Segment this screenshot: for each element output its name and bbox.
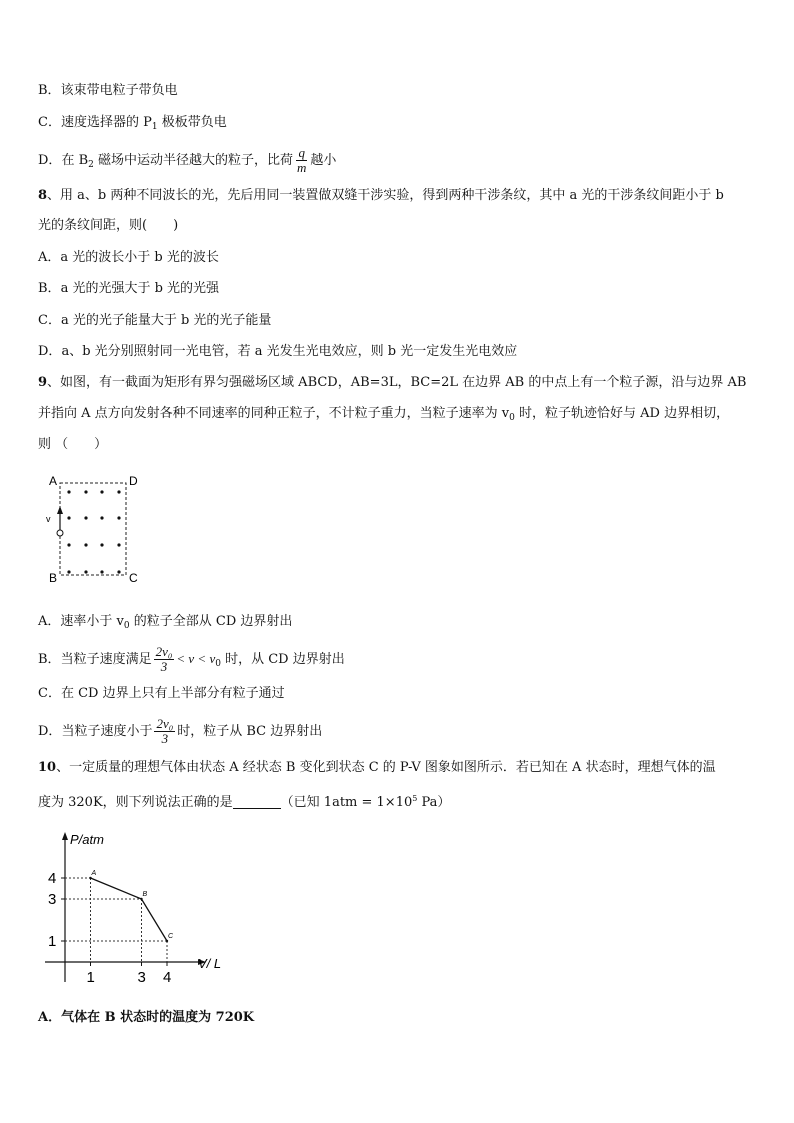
question-number: 8 xyxy=(38,188,48,203)
label-B: B xyxy=(49,571,58,585)
label-v: v xyxy=(46,514,51,524)
label-A: A xyxy=(49,474,58,488)
q10-stem-line1: 10、一定质量的理想气体由状态 A 经状态 B 变化到状态 C 的 P-V 图象如图所示．若已知在 A 状态时，理想气体的温 xyxy=(38,760,716,775)
q7-option-b: B．该束带电粒子带负电 xyxy=(38,83,178,98)
x-tick-label-4: 4 xyxy=(163,969,172,986)
q9-option-a: A．速率小于 $v_0$ 的粒子全部从 CD 边界射出 xyxy=(38,614,293,631)
q8-option-a: A．a 光的波长小于 b 光的波长 xyxy=(38,250,219,265)
point-C xyxy=(166,940,168,942)
q9-option-b: B．当粒子速度满足 $\frac{\text{2v₀}}{3}$ < $v < v_0$ 时，从 CD 边界射出 xyxy=(38,644,345,674)
point-A xyxy=(89,877,91,879)
question-number: 10 xyxy=(38,760,57,775)
y-tick-label-1: 1 xyxy=(48,933,57,950)
point-label-B: B xyxy=(142,891,148,898)
field-dots xyxy=(67,490,120,573)
y-axis-label: P/atm xyxy=(70,832,104,847)
q7-option-c: C．速度选择器的 $P_1$ 极板带负电 xyxy=(38,115,227,132)
x-tick-label-1: 1 xyxy=(86,969,95,986)
y-tick-label-3: 3 xyxy=(48,891,57,908)
velocity-fraction: $\frac{\text{2v₀}}{3}$ xyxy=(156,716,174,746)
q10-option-a: A．气体在 B 状态时的温度为 720K xyxy=(38,1010,255,1025)
pv-series-line xyxy=(91,878,168,941)
y-axis-arrow-icon xyxy=(62,832,68,840)
answer-blank[interactable] xyxy=(233,794,281,809)
q10-stem-line2: 度为 320K，则下列说法正确的是 （已知 $1atm = 1\times 10^5$ Pa） xyxy=(38,794,451,810)
label-D: D xyxy=(129,474,138,488)
q9-option-d: D．当粒子速度小于 $\frac{\text{2v₀}}{3}$ 时，粒子从 BC 边界射出 xyxy=(38,716,323,746)
velocity-arrowhead-icon xyxy=(57,506,63,514)
q8-stem-line1: 8、用 a、b 两种不同波长的光，先后用同一装置做双缝干涉实验，得到两种干涉条纹，其中 a 光的干涉条纹间距小于 b xyxy=(38,188,724,203)
magnetic-field-figure xyxy=(44,470,154,590)
point-label-C: C xyxy=(168,933,174,940)
pv-diagram xyxy=(30,822,240,992)
q8-option-d: D．a、b 光分别照射同一光电管，若 a 光发生光电效应，则 b 光一定发生光电效应 xyxy=(38,344,518,359)
velocity-fraction: $\frac{\text{2v₀}}{3}$ xyxy=(155,644,173,674)
q7-option-d: D．在 $B_2$ 磁场中运动半径越大的粒子，比荷 $\frac{q}{m}$ 越小 xyxy=(38,145,337,175)
q8-stem-line2: 光的条纹间距，则( ) xyxy=(38,218,179,233)
point-B xyxy=(140,898,142,900)
charge-mass-fraction: $\frac{q}{m}$ xyxy=(297,145,307,175)
field-region-border xyxy=(60,483,126,575)
q8-option-b: B．a 光的光强大于 b 光的光强 xyxy=(38,281,220,296)
label-C: C xyxy=(129,571,138,585)
q8-option-c: C．a 光的光子能量大于 b 光的光子能量 xyxy=(38,313,272,328)
x-tick-label-3: 3 xyxy=(137,969,146,986)
q9-stem-line3: 则 （ ） xyxy=(38,437,108,452)
particle-source xyxy=(57,530,63,536)
x-axis-label: V/ L xyxy=(198,956,222,971)
q9-option-c: C．在 CD 边界上只有上半部分有粒子通过 xyxy=(38,686,285,701)
question-number: 9 xyxy=(38,375,48,390)
q9-stem-line2: 并指向 A 点方向发射各种不同速率的同种正粒子，不计粒子重力，当粒子速率为 $v_0$ 时，粒子轨迹恰好与 AD 边界相切， xyxy=(38,406,730,423)
q9-stem-line1: 9、如图，有一截面为矩形有界匀强磁场区域 ABCD，AB=3L，BC=2L 在边界 AB 的中点上有一个粒子源，沿与边界 AB xyxy=(38,375,747,390)
point-label-A: A xyxy=(91,870,97,877)
y-tick-label-4: 4 xyxy=(48,870,57,887)
